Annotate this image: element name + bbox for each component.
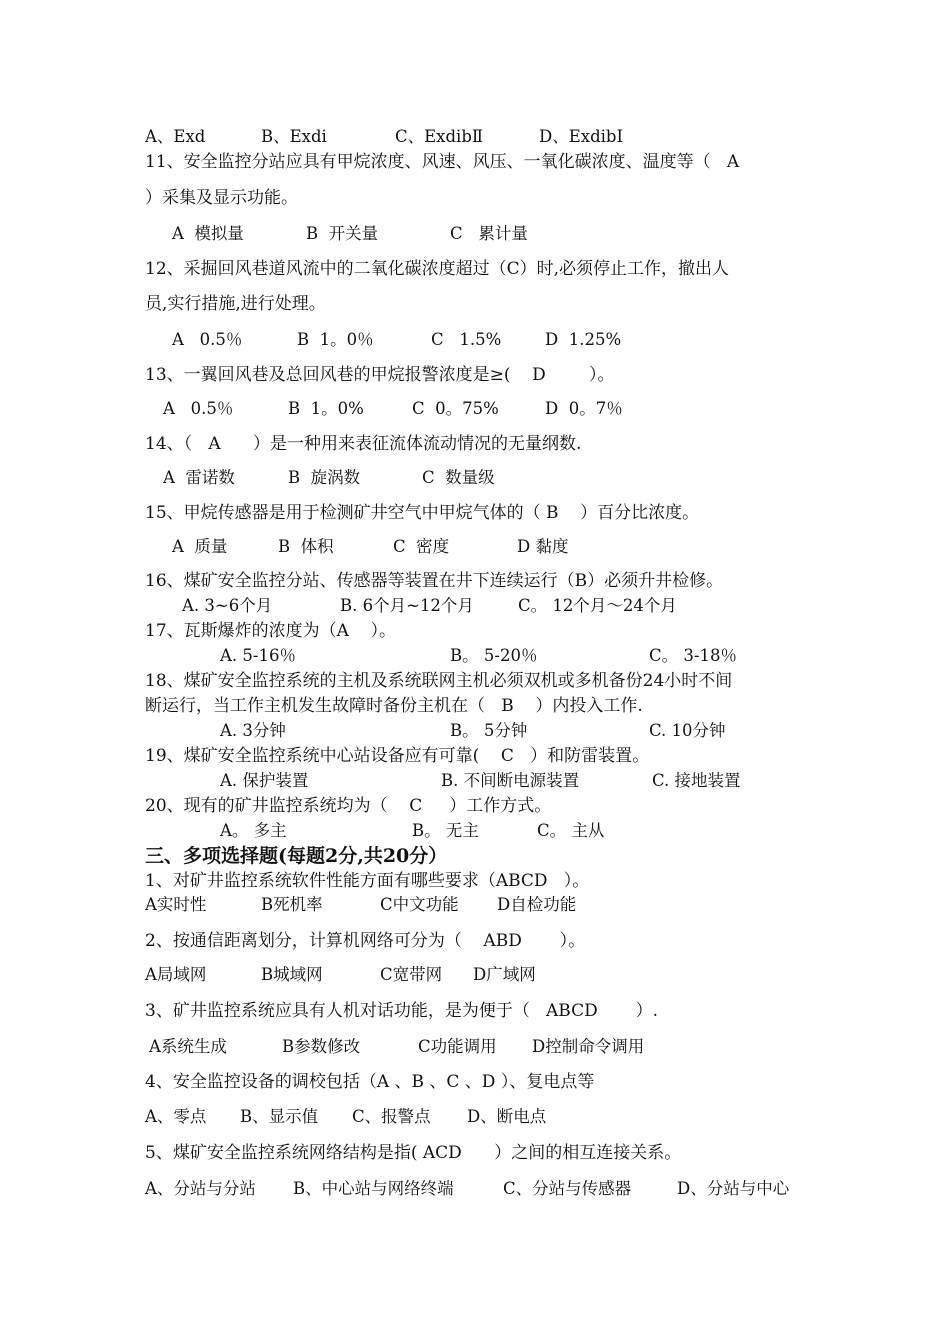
m3-option-b: B参数修改 [282,1037,361,1056]
m5-text-line1: 5、煤矿安全监控系统网络结构是指( ACD ）之间的相互连接关系。 [145,1143,682,1163]
q16-option-c: C。 12个月～24个月 [518,596,677,615]
m4-option-c: C、报警点 [352,1107,431,1126]
m5-option-c: C、分站与传感器 [503,1179,632,1198]
m3-text-line1: 3、矿井监控系统应具有人机对话功能，是为便于（ ABCD ）. [145,1001,658,1021]
q11-option-c: C 累计量 [450,224,528,243]
m1-text-line1: 1、对矿井监控系统软件性能方面有哪些要求（ABCD ）。 [145,871,590,891]
q19-option-c: C. 接地装置 [652,771,741,790]
m1-option-d: D自检功能 [497,895,577,914]
q10-option-d: D、ExdibⅠ [539,127,623,146]
q19-option-a: A. 保护装置 [220,771,309,790]
q14-text-line1: 14、（ A ）是一种用来表征流体流动情况的无量纲数. [145,434,582,454]
q12-option-d: D 1.25% [545,330,622,349]
m4-option-a: A、零点 [145,1107,207,1126]
m5-option-b: B、中心站与网络终端 [293,1179,454,1198]
m3-option-a: A系统生成 [149,1037,227,1056]
q18-text-line2: 断运行，当工作主机发生故障时备份主机在（ B ）内投入工作. [145,696,643,716]
q10-option-b: B、Exdi [261,127,327,146]
q15-option-b: B 体积 [278,537,334,556]
q16-option-b: B. 6个月~12个月 [340,596,474,615]
m1-option-c: C中文功能 [380,895,459,914]
q18-option-c: C. 10分钟 [649,721,726,740]
q15-option-d: D 黏度 [517,537,569,556]
q12-text-line1: 12、采掘回风巷道风流中的二氧化碳浓度超过（C）时,必须停止工作，撤出人 [145,259,730,279]
q16-option-a: A. 3~6个月 [182,596,273,615]
q17-option-a: A. 5-16％ [220,646,296,665]
m5-option-d: D、分站与中心 [677,1179,790,1198]
q11-option-b: B 开关量 [306,224,379,243]
q17-option-c: C。 3-18％ [649,646,737,665]
q14-option-b: B 旋涡数 [288,468,361,487]
q12-text-line2: 员,实行措施,进行处理。 [145,294,326,314]
q19-text-line1: 19、煤矿安全监控系统中心站设备应有可靠( C ）和防雷装置。 [145,746,650,766]
q19-option-b: B. 不间断电源装置 [441,771,580,790]
q17-option-b: B。 5-20％ [450,646,538,665]
q10-option-c: C、ExdibⅡ [395,127,484,146]
q13-option-d: D 0。7％ [545,399,623,418]
q15-option-c: C 密度 [393,537,450,556]
m4-option-b: B、显示值 [240,1107,319,1126]
q14-option-c: C 数量级 [422,468,495,487]
m3-option-c: C功能调用 [418,1037,497,1056]
m3-option-d: D控制命令调用 [532,1037,645,1056]
m1-option-a: A实时性 [145,895,207,914]
q13-option-c: C 0。75% [412,399,499,418]
q15-text-line1: 15、甲烷传感器是用于检测矿井空气中甲烷气体的（ B ）百分比浓度。 [145,503,700,523]
m4-option-d: D、断电点 [467,1107,547,1126]
q20-option-a: A。 多主 [220,821,287,840]
q18-option-a: A. 3分钟 [220,721,286,740]
q12-option-c: C 1.5% [431,330,502,349]
m4-text-line1: 4、安全监控设备的调校包括（A 、B 、C 、D ）、复电点等 [145,1072,595,1092]
section-heading-multiple-choice: 三、多项选择题(每题2分,共20分） [145,845,448,867]
q18-option-b: B。 5分钟 [450,721,528,740]
q17-text-line1: 17、瓦斯爆炸的浓度为（A ）。 [145,621,397,641]
q12-option-a: A 0.5％ [172,330,243,349]
m1-option-b: B死机率 [261,895,323,914]
q11-text-line2: ）采集及显示功能。 [145,188,298,208]
m2-option-b: B城域网 [261,965,323,984]
q20-text-line1: 20、现有的矿井监控系统均为（ C ）工作方式。 [145,796,552,816]
q13-option-b: B 1。0% [288,399,364,418]
q13-text-line1: 13、一翼回风巷及总回风巷的甲烷报警浓度是≥( D ）。 [145,365,615,385]
q14-option-a: A 雷诺数 [163,468,235,487]
q11-text-line1: 11、安全监控分站应具有甲烷浓度、风速、风压、一氧化碳浓度、温度等（ A [145,152,740,172]
m2-option-c: C宽带网 [380,965,443,984]
q20-option-c: C。 主从 [537,821,605,840]
q11-option-a: A 模拟量 [172,224,244,243]
q16-text-line1: 16、煤矿安全监控分站、传感器等装置在井下连续运行（B）必须升井检修。 [145,571,724,591]
q10-option-a: A、Exd [145,127,206,146]
q15-option-a: A 质量 [172,537,228,556]
m5-option-a: A、分站与分站 [145,1179,256,1198]
q20-option-b: B。 无主 [412,821,479,840]
q18-text-line1: 18、煤矿安全监控系统的主机及系统联网主机必须双机或多机备份24小时不间 [145,671,733,691]
m2-option-d: D广域网 [473,965,536,984]
q12-option-b: B 1。0％ [297,330,374,349]
m2-option-a: A局域网 [145,965,207,984]
q13-option-a: A 0.5％ [163,399,234,418]
m2-text-line1: 2、按通信距离划分，计算机网络可分为（ ABD ）。 [145,931,586,951]
